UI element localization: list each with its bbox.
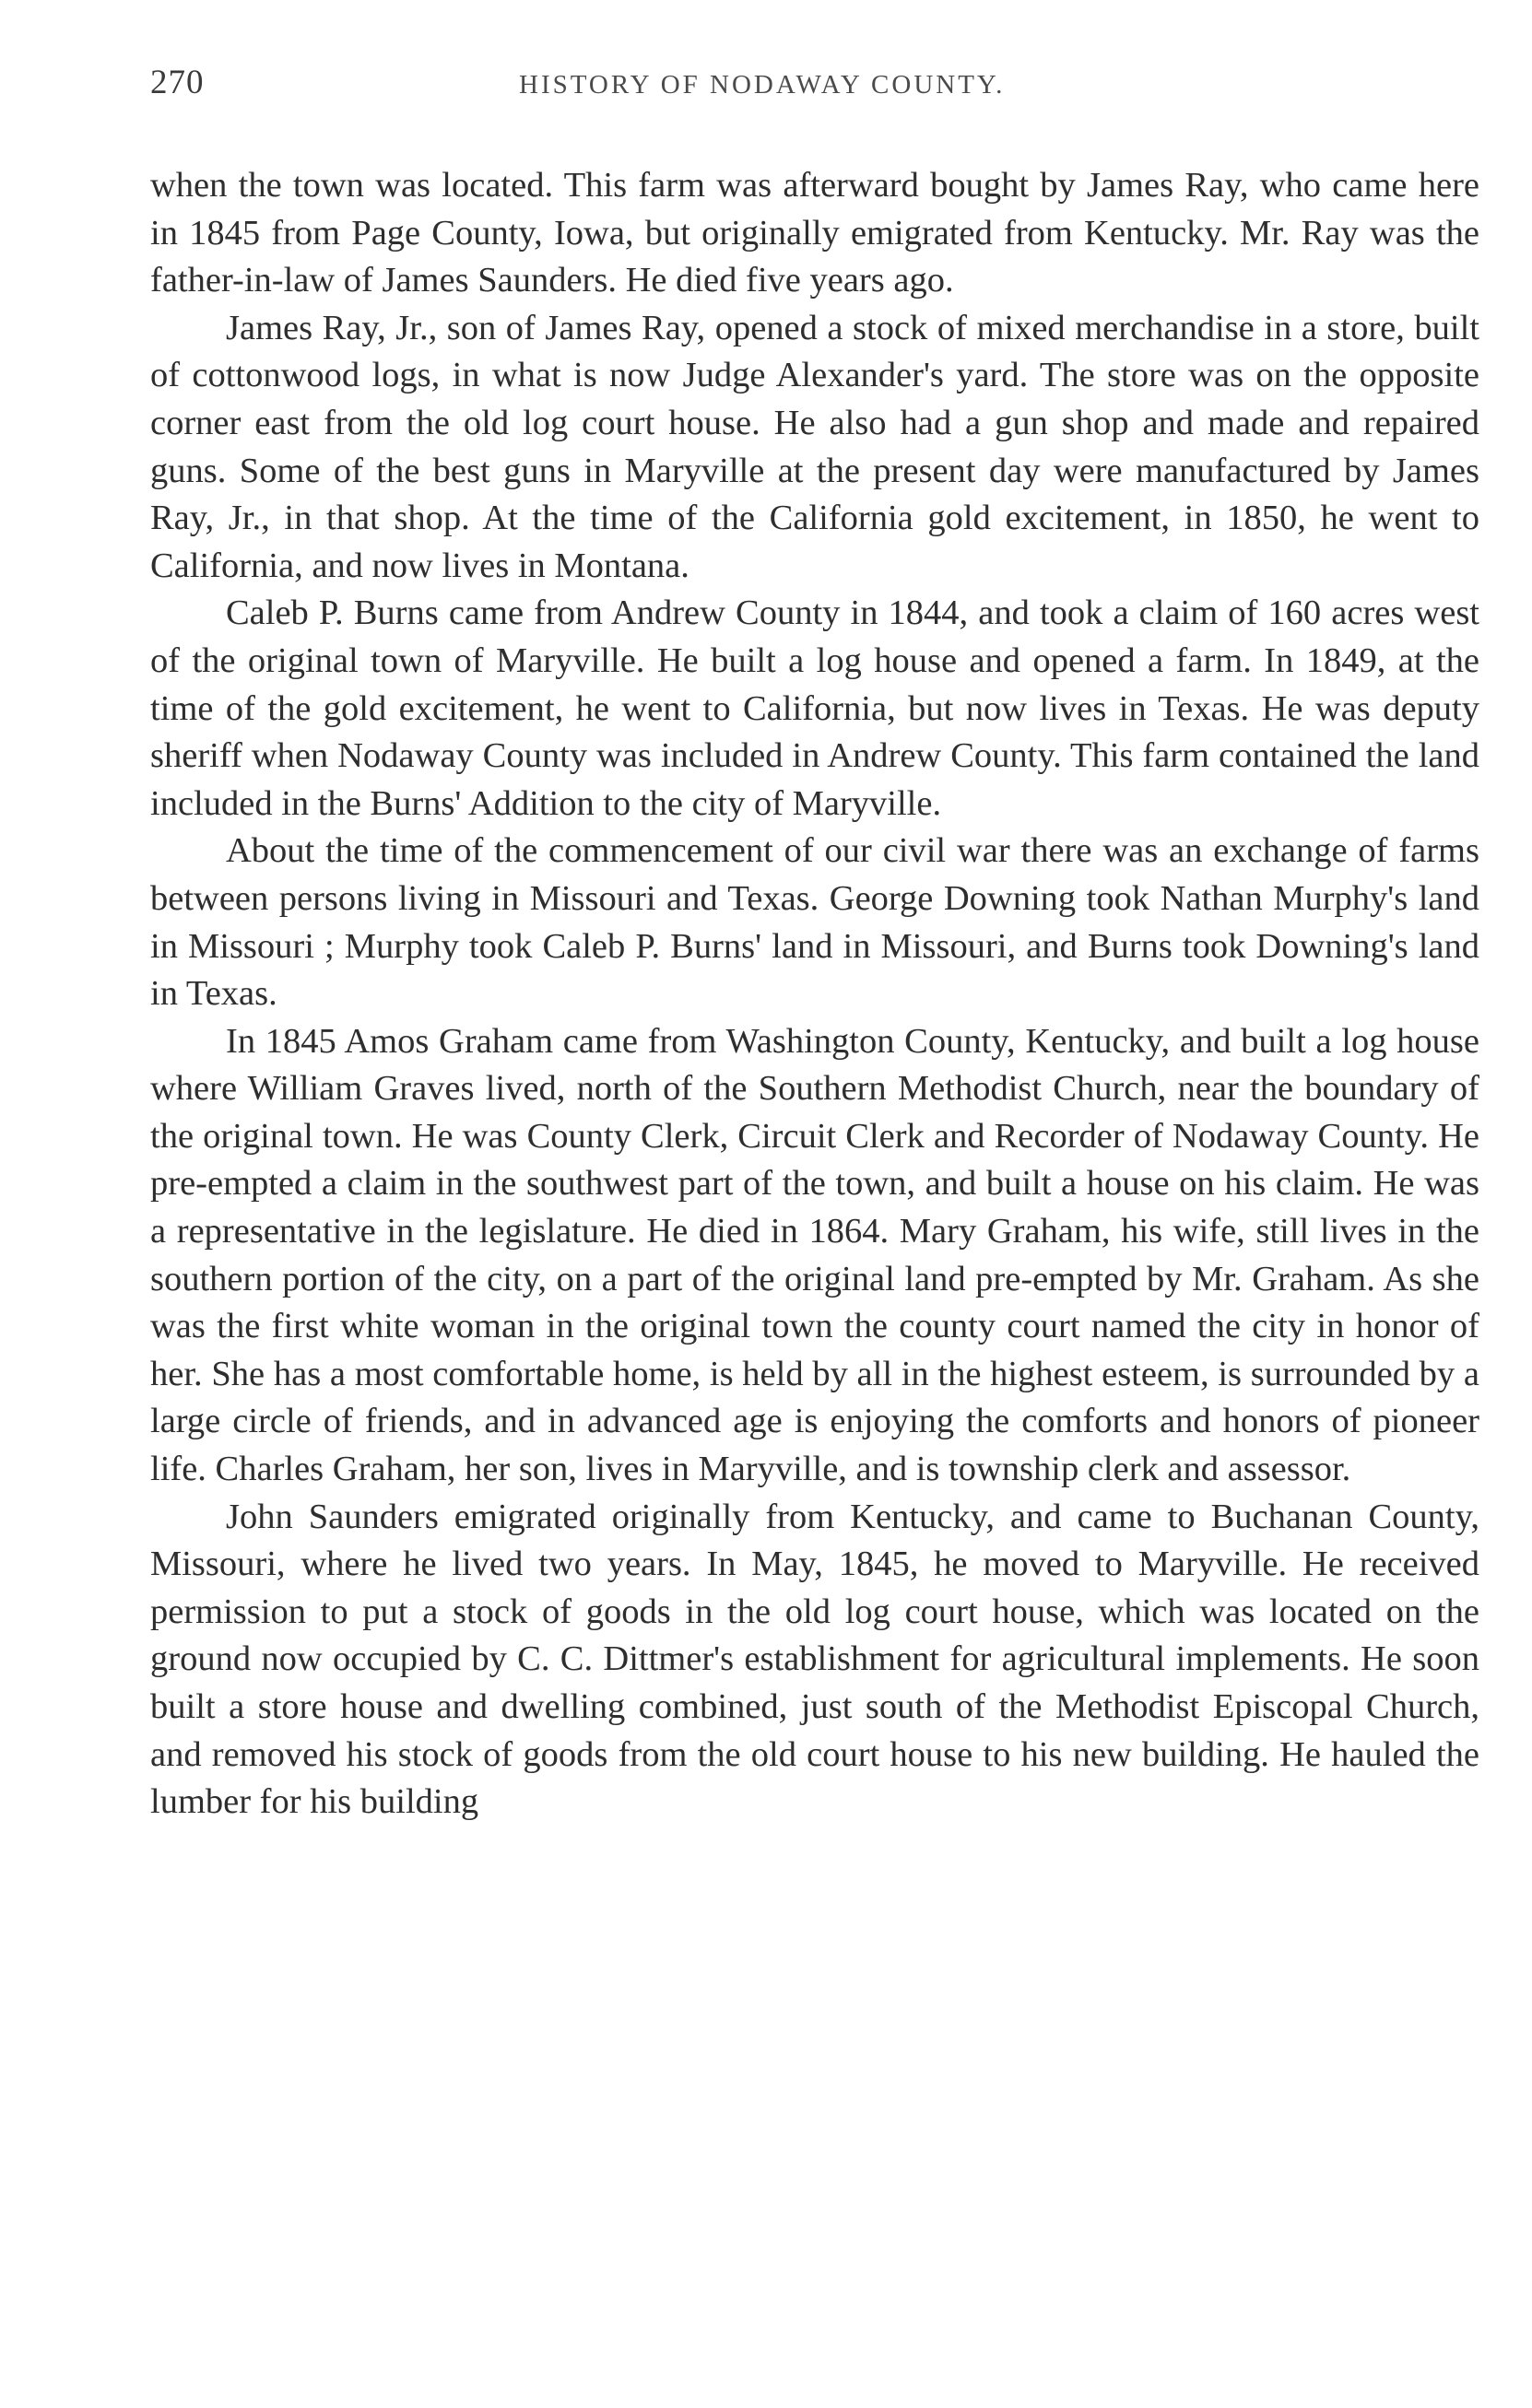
paragraph-amos-graham: In 1845 Amos Graham came from Washington County, Kentucky, and built a log house where William Graves lived, north of the Southern Methodist Church, near the boundary of the original town. He was County Clerk, Circuit Clerk and Recorder of Nodaway County. He pre-empted a claim in the southwest part of the town, and built a house on his claim. He was a representative in the legislature. He died in 1864. Mary Graham, his wife, still lives in the southern portion of the city, on a part of the original land pre-empted by Mr. Graham. As she was the first white woman in the original town the county court named the city in honor of her. She has a most comfortable home, is held by all in the highest esteem, is surrounded by a large circle of friends, and in advanced age is enjoying the comforts and honors of pioneer life. Charles Graham, her son, lives in Maryville, and is township clerk and assessor. — [150, 1021, 1479, 1489]
book-page — [150, 63, 1479, 1827]
paragraph-john-saunders: John Saunders emigrated originally from Kentucky, and came to Buchanan County, Missouri, where he lived two years. In May, 1845, he moved to Maryville. He received permission to put a stock of goods in the old log court house, which was located on the ground now occupied by C. C. Dittmer's establishment for agricultural implements. He soon built a store house and dwelling combined, just south of the Methodist Episcopal Church, and removed his stock of goods from the old court house to his new building. He hauled the lumber for his building — [150, 1497, 1479, 1822]
paragraph-james-ray-jr: James Ray, Jr., son of James Ray, opened a stock of mixed merchandise in a store, built of cottonwood logs, in what is now Judge Alexander's yard. The store was on the opposite corner east from the old log court house. He also had a gun shop and made and repaired guns. Some of the best guns in Maryville at the present day were manufactured by James Ray, Jr., in that shop. At the time of the California gold excitement, in 1850, he went to California, and now lives in Montana. — [150, 308, 1479, 585]
paragraph-caleb-burns: Caleb P. Burns came from Andrew County in 1844, and took a claim of 160 acres west of the original town of Maryville. He built a log house and opened a farm. In 1849, at the time of the gold excitement, he went to California, but now lives in Texas. He was deputy sheriff when Nodaway County was included in Andrew County. This farm contained the land included in the Burns' Addition to the city of Maryville. — [150, 593, 1479, 823]
body-text — [150, 162, 1479, 1827]
running-title: HISTORY OF NODAWAY COUNTY. — [519, 70, 1006, 100]
paragraph-continuation: when the town was located. This farm was afterward bought by James Ray, who came here in 1845 from Page County, Iowa, but originally emigrated from Kentucky. Mr. Ray was the father-in-law of James Saunders. He died five years ago. — [150, 166, 1479, 300]
paragraph-farm-exchange: About the time of the commencement of our civil war there was an exchange of farms between persons living in Missouri and Texas. George Downing took Nathan Murphy's land in Missouri ; Murphy took Caleb P. Burns' land in Missouri, and Burns took Downing's land in Texas. — [150, 831, 1479, 1014]
running-head — [150, 63, 1479, 118]
page-number: 270 — [150, 64, 205, 101]
